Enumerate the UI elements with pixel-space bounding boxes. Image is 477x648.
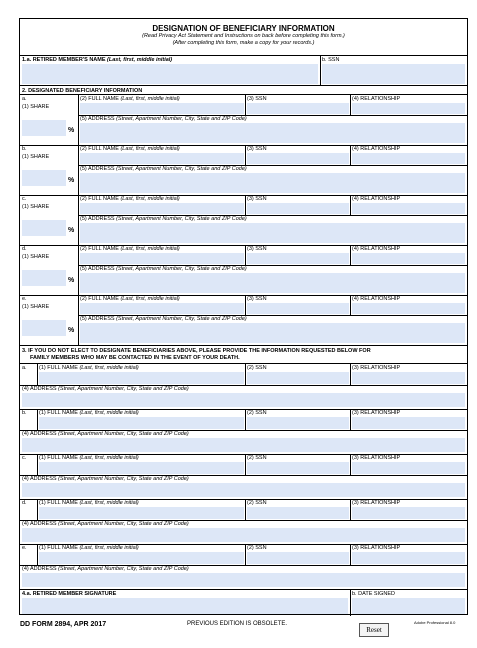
signature-label (22, 591, 116, 598)
beneficiary-5-relationship-field[interactable] (352, 303, 465, 314)
family-member-5-address-label-text: (4) ADDRESS (22, 566, 57, 572)
family-member-4-full-name-label-hint: (Last, first, middle initial) (79, 500, 139, 506)
beneficiary-4-address-label-text: (5) ADDRESS (80, 266, 115, 272)
beneficiary-1-share-field[interactable] (22, 120, 66, 136)
family-member-1-relationship-field[interactable] (352, 372, 465, 384)
beneficiary-4-full-name-label-hint: (Last, first, middle initial) (120, 246, 180, 252)
beneficiary-5-address-label (80, 316, 247, 323)
beneficiary-5-letter: e. (22, 296, 27, 302)
beneficiary-5-ssn-field[interactable] (247, 303, 349, 314)
beneficiary-5-percent-sign: % (68, 327, 75, 334)
column-divider (350, 544, 351, 565)
family-member-4-letter: d. (22, 500, 27, 506)
beneficiary-2-address-label-hint: (Street, Apartment Number, City, State and ZIP Code) (116, 166, 247, 172)
column-divider (245, 95, 246, 115)
family-member-4-full-name-label (39, 500, 139, 507)
column-divider (320, 56, 321, 85)
family-member-4-address-label (22, 521, 189, 528)
form-subtitle-1: (Read Privacy Act Statement and Instructions on back before completing this form.) (142, 33, 345, 39)
beneficiary-5-relationship-label-text: (4) RELATIONSHIP (352, 296, 401, 302)
family-member-4-address-field[interactable] (22, 528, 465, 542)
family-member-3-ssn-field[interactable] (247, 462, 349, 474)
beneficiary-2-full-name-label-hint: (Last, first, middle initial) (120, 146, 180, 152)
beneficiary-1-relationship-field[interactable] (352, 103, 465, 114)
family-member-3-relationship-label-text: (3) RELATIONSHIP (352, 455, 401, 461)
beneficiary-1-relationship-label-text: (4) RELATIONSHIP (352, 96, 401, 102)
retired-member-ssn-label-text: b. SSN (322, 57, 340, 63)
beneficiary-4-ssn-label (247, 246, 267, 253)
column-divider (78, 145, 79, 195)
column-divider (245, 145, 246, 165)
beneficiary-3-share-label: (1) SHARE (22, 204, 50, 210)
column-divider (350, 454, 351, 475)
family-member-4-relationship-field[interactable] (352, 507, 465, 519)
beneficiary-4-full-name-label-text: (2) FULL NAME (80, 246, 119, 252)
family-member-5-address-label (22, 566, 189, 573)
column-divider (78, 245, 79, 295)
family-member-1-address-label-text: (4) ADDRESS (22, 386, 57, 392)
beneficiary-4-ssn-field[interactable] (247, 253, 349, 264)
beneficiary-1-letter: a. (22, 96, 27, 102)
beneficiary-5-address-label-text: (5) ADDRESS (80, 316, 115, 322)
family-member-5-ssn-label-text: (2) SSN (247, 545, 267, 551)
beneficiary-5-share-field[interactable] (22, 320, 66, 336)
beneficiary-4-address-field[interactable] (80, 273, 465, 293)
beneficiary-5-full-name-field[interactable] (80, 303, 244, 314)
family-member-5-letter: e. (22, 545, 27, 551)
rule-line (20, 85, 467, 86)
section3-heading-line2: FAMILY MEMBERS WHO MAY BE CONTACTED IN THE EVENT OF YOUR DEATH. (30, 355, 240, 361)
family-member-1-full-name-field[interactable] (39, 372, 244, 384)
family-member-1-full-name-label-hint: (Last, first, middle initial) (79, 365, 139, 371)
column-divider (245, 364, 246, 385)
form-id: DD FORM 2894, APR 2017 (20, 621, 107, 628)
family-member-3-address-label-hint: (Street, Apartment Number, City, State and ZIP Code) (58, 476, 189, 482)
section3-heading-line1: 3. IF YOU DO NOT ELECT TO DESIGNATE BENEFICIARIES ABOVE, PLEASE PROVIDE THE INFORMATION REQUESTED BELOW FOR (22, 348, 371, 354)
family-member-3-full-name-field[interactable] (39, 462, 244, 474)
family-member-5-full-name-field[interactable] (39, 552, 244, 564)
beneficiary-5-address-field[interactable] (80, 323, 465, 343)
family-member-5-ssn-label (247, 545, 267, 552)
beneficiary-3-full-name-label (80, 196, 180, 203)
column-divider (37, 364, 38, 385)
beneficiary-3-ssn-label-text: (3) SSN (247, 196, 267, 202)
beneficiary-2-address-label (80, 166, 247, 173)
beneficiary-1-address-field[interactable] (80, 123, 465, 143)
beneficiary-3-relationship-label-text: (4) RELATIONSHIP (352, 196, 401, 202)
family-member-2-ssn-field[interactable] (247, 417, 349, 429)
column-divider (37, 544, 38, 565)
beneficiary-2-ssn-label (247, 146, 267, 153)
beneficiary-1-address-label-hint: (Street, Apartment Number, City, State and ZIP Code) (116, 116, 247, 122)
beneficiary-4-share-label: (1) SHARE (22, 254, 50, 260)
beneficiary-2-relationship-label (352, 146, 400, 153)
beneficiary-1-share-label: (1) SHARE (22, 104, 50, 110)
beneficiary-2-letter: b. (22, 146, 27, 152)
family-member-2-full-name-label-hint: (Last, first, middle initial) (79, 410, 139, 416)
beneficiary-4-share-field[interactable] (22, 270, 66, 286)
beneficiary-4-full-name-field[interactable] (80, 253, 244, 264)
beneficiary-2-share-field[interactable] (22, 170, 66, 186)
beneficiary-2-relationship-label-text: (4) RELATIONSHIP (352, 146, 401, 152)
column-divider (245, 195, 246, 215)
beneficiary-1-percent-sign: % (68, 127, 75, 134)
retired-member-name-label (22, 57, 172, 64)
section2-heading: 2. DESIGNATED BENEFICIARY INFORMATION (22, 88, 143, 94)
family-member-1-address-label-hint: (Street, Apartment Number, City, State and ZIP Code) (58, 386, 189, 392)
column-divider (350, 195, 351, 215)
beneficiary-2-ssn-field[interactable] (247, 153, 349, 164)
family-member-5-full-name-label (39, 545, 139, 552)
family-member-3-address-label-text: (4) ADDRESS (22, 476, 57, 482)
family-member-2-ssn-label-text: (2) SSN (247, 410, 267, 416)
beneficiary-4-relationship-label (352, 246, 400, 253)
family-member-2-address-label-text: (4) ADDRESS (22, 431, 57, 437)
beneficiary-2-share-label: (1) SHARE (22, 154, 50, 160)
family-member-4-ssn-field[interactable] (247, 507, 349, 519)
family-member-4-full-name-field[interactable] (39, 507, 244, 519)
beneficiary-1-ssn-label-text: (3) SSN (247, 96, 267, 102)
beneficiary-form (19, 18, 468, 615)
family-member-2-full-name-label (39, 410, 139, 417)
beneficiary-2-full-name-field[interactable] (80, 153, 244, 164)
family-member-3-full-name-label (39, 455, 139, 462)
beneficiary-1-relationship-label (352, 96, 400, 103)
family-member-3-full-name-label-text: (1) FULL NAME (39, 455, 78, 461)
form-header (20, 19, 467, 56)
column-divider (350, 499, 351, 520)
software-note: Adobe Professional 8.0 (414, 620, 456, 625)
column-divider (245, 409, 246, 430)
reset-button[interactable]: Reset (359, 623, 389, 637)
date-signed-label (352, 591, 395, 598)
family-member-1-ssn-label (247, 365, 267, 372)
rule-line (20, 345, 467, 346)
beneficiary-3-relationship-field[interactable] (352, 203, 465, 214)
family-member-5-address-label-hint: (Street, Apartment Number, City, State and ZIP Code) (58, 566, 189, 572)
family-member-2-relationship-label (352, 410, 400, 417)
beneficiary-5-full-name-label (80, 296, 180, 303)
beneficiary-3-full-name-field[interactable] (80, 203, 244, 214)
beneficiary-1-full-name-field[interactable] (80, 103, 244, 114)
family-member-3-ssn-label (247, 455, 267, 462)
beneficiary-4-full-name-label (80, 246, 180, 253)
family-member-3-address-field[interactable] (22, 483, 465, 497)
beneficiary-1-ssn-field[interactable] (247, 103, 349, 114)
column-divider (37, 454, 38, 475)
beneficiary-1-ssn-label (247, 96, 267, 103)
beneficiary-2-relationship-field[interactable] (352, 153, 465, 164)
family-member-2-relationship-field[interactable] (352, 417, 465, 429)
family-member-3-full-name-label-hint: (Last, first, middle initial) (79, 455, 139, 461)
family-member-2-relationship-label-text: (3) RELATIONSHIP (352, 410, 401, 416)
family-member-1-relationship-label-text: (3) RELATIONSHIP (352, 365, 401, 371)
beneficiary-1-address-label (80, 116, 247, 123)
beneficiary-3-full-name-label-hint: (Last, first, middle initial) (120, 196, 180, 202)
beneficiary-3-address-label-hint: (Street, Apartment Number, City, State and ZIP Code) (116, 216, 247, 222)
column-divider (350, 95, 351, 115)
column-divider (78, 195, 79, 245)
signature-field[interactable] (22, 598, 348, 614)
family-member-3-letter: c. (22, 455, 27, 461)
family-member-1-full-name-label (39, 365, 139, 372)
beneficiary-3-full-name-label-text: (2) FULL NAME (80, 196, 119, 202)
beneficiary-2-ssn-label-text: (3) SSN (247, 146, 267, 152)
family-member-2-ssn-label (247, 410, 267, 417)
column-divider (245, 499, 246, 520)
retired-member-name-label-text: 1.a. RETIRED MEMBER'S NAME (22, 57, 106, 63)
signature-label-text: 4.a. RETIRED MEMBER SIGNATURE (22, 591, 117, 597)
beneficiary-4-relationship-label-text: (4) RELATIONSHIP (352, 246, 401, 252)
family-member-1-address-field[interactable] (22, 393, 465, 407)
form-title: DESIGNATION OF BENEFICIARY INFORMATION (152, 24, 335, 33)
beneficiary-3-relationship-label (352, 196, 400, 203)
family-member-4-ssn-label-text: (2) SSN (247, 500, 267, 506)
family-member-4-ssn-label (247, 500, 267, 507)
family-member-5-ssn-field[interactable] (247, 552, 349, 564)
column-divider (245, 454, 246, 475)
retired-member-name-field[interactable] (22, 64, 318, 84)
family-member-3-address-label (22, 476, 189, 483)
family-member-2-address-label-hint: (Street, Apartment Number, City, State and ZIP Code) (58, 431, 189, 437)
beneficiary-1-full-name-label (80, 96, 180, 103)
column-divider (78, 295, 79, 345)
column-divider (37, 499, 38, 520)
beneficiary-1-address-label-text: (5) ADDRESS (80, 116, 115, 122)
beneficiary-3-share-field[interactable] (22, 220, 66, 236)
column-divider (350, 589, 351, 616)
column-divider (245, 295, 246, 315)
beneficiary-4-relationship-field[interactable] (352, 253, 465, 264)
family-member-5-address-field[interactable] (22, 573, 465, 587)
beneficiary-2-address-label-text: (5) ADDRESS (80, 166, 115, 172)
family-member-2-address-field[interactable] (22, 438, 465, 452)
family-member-2-address-label (22, 431, 189, 438)
family-member-5-relationship-label (352, 545, 400, 552)
beneficiary-1-full-name-label-text: (2) FULL NAME (80, 96, 119, 102)
column-divider (350, 245, 351, 265)
column-divider (245, 544, 246, 565)
family-member-2-full-name-field[interactable] (39, 417, 244, 429)
column-divider (350, 364, 351, 385)
beneficiary-5-full-name-label-hint: (Last, first, middle initial) (120, 296, 180, 302)
beneficiary-5-ssn-label (247, 296, 267, 303)
beneficiary-5-ssn-label-text: (3) SSN (247, 296, 267, 302)
beneficiary-5-relationship-label (352, 296, 400, 303)
family-member-1-ssn-field[interactable] (247, 372, 349, 384)
beneficiary-5-full-name-label-text: (2) FULL NAME (80, 296, 119, 302)
family-member-4-relationship-label-text: (3) RELATIONSHIP (352, 500, 401, 506)
beneficiary-4-ssn-label-text: (3) SSN (247, 246, 267, 252)
family-member-1-address-label (22, 386, 189, 393)
beneficiary-4-letter: d. (22, 246, 27, 252)
family-member-2-letter: b. (22, 410, 27, 416)
beneficiary-3-percent-sign: % (68, 227, 75, 234)
family-member-1-relationship-label (352, 365, 400, 372)
rule-line (20, 589, 467, 590)
family-member-3-relationship-field[interactable] (352, 462, 465, 474)
family-member-4-relationship-label (352, 500, 400, 507)
beneficiary-2-full-name-label-text: (2) FULL NAME (80, 146, 119, 152)
family-member-1-ssn-label-text: (2) SSN (247, 365, 267, 371)
family-member-5-relationship-field[interactable] (352, 552, 465, 564)
beneficiary-3-ssn-label (247, 196, 267, 203)
family-member-1-letter: a. (22, 365, 27, 371)
column-divider (350, 295, 351, 315)
retired-member-name-label-hint: (Last, first, middle initial) (107, 57, 173, 63)
beneficiary-3-address-label-text: (5) ADDRESS (80, 216, 115, 222)
family-member-3-relationship-label (352, 455, 400, 462)
edition-note: PREVIOUS EDITION IS OBSOLETE. (187, 621, 288, 627)
beneficiary-3-address-label (80, 216, 247, 223)
column-divider (350, 145, 351, 165)
beneficiary-4-percent-sign: % (68, 277, 75, 284)
date-signed-field[interactable] (352, 598, 465, 614)
retired-member-ssn-field[interactable] (322, 64, 465, 84)
family-member-5-full-name-label-text: (1) FULL NAME (39, 545, 78, 551)
beneficiary-1-full-name-label-hint: (Last, first, middle initial) (120, 96, 180, 102)
beneficiary-2-address-field[interactable] (80, 173, 465, 193)
beneficiary-5-share-label: (1) SHARE (22, 304, 50, 310)
column-divider (37, 409, 38, 430)
beneficiary-3-letter: c. (22, 196, 27, 202)
beneficiary-2-full-name-label (80, 146, 180, 153)
beneficiary-3-ssn-field[interactable] (247, 203, 349, 214)
beneficiary-4-address-label-hint: (Street, Apartment Number, City, State and ZIP Code) (116, 266, 247, 272)
rule-line (20, 94, 467, 95)
column-divider (350, 409, 351, 430)
family-member-2-full-name-label-text: (1) FULL NAME (39, 410, 78, 416)
family-member-1-full-name-label-text: (1) FULL NAME (39, 365, 78, 371)
beneficiary-4-address-label (80, 266, 247, 273)
column-divider (78, 95, 79, 145)
family-member-4-address-label-text: (4) ADDRESS (22, 521, 57, 527)
family-member-3-ssn-label-text: (2) SSN (247, 455, 267, 461)
family-member-5-relationship-label-text: (3) RELATIONSHIP (352, 545, 401, 551)
family-member-4-address-label-hint: (Street, Apartment Number, City, State and ZIP Code) (58, 521, 189, 527)
rule-line (20, 363, 467, 364)
beneficiary-2-percent-sign: % (68, 177, 75, 184)
family-member-4-full-name-label-text: (1) FULL NAME (39, 500, 78, 506)
beneficiary-3-address-field[interactable] (80, 223, 465, 243)
family-member-5-full-name-label-hint: (Last, first, middle initial) (79, 545, 139, 551)
date-signed-label-text: b. DATE SIGNED (352, 591, 395, 597)
form-subtitle-2: (After completing this form, make a copy for your records.) (172, 40, 315, 46)
column-divider (245, 245, 246, 265)
beneficiary-5-address-label-hint: (Street, Apartment Number, City, State and ZIP Code) (116, 316, 247, 322)
retired-member-ssn-label (322, 57, 339, 64)
